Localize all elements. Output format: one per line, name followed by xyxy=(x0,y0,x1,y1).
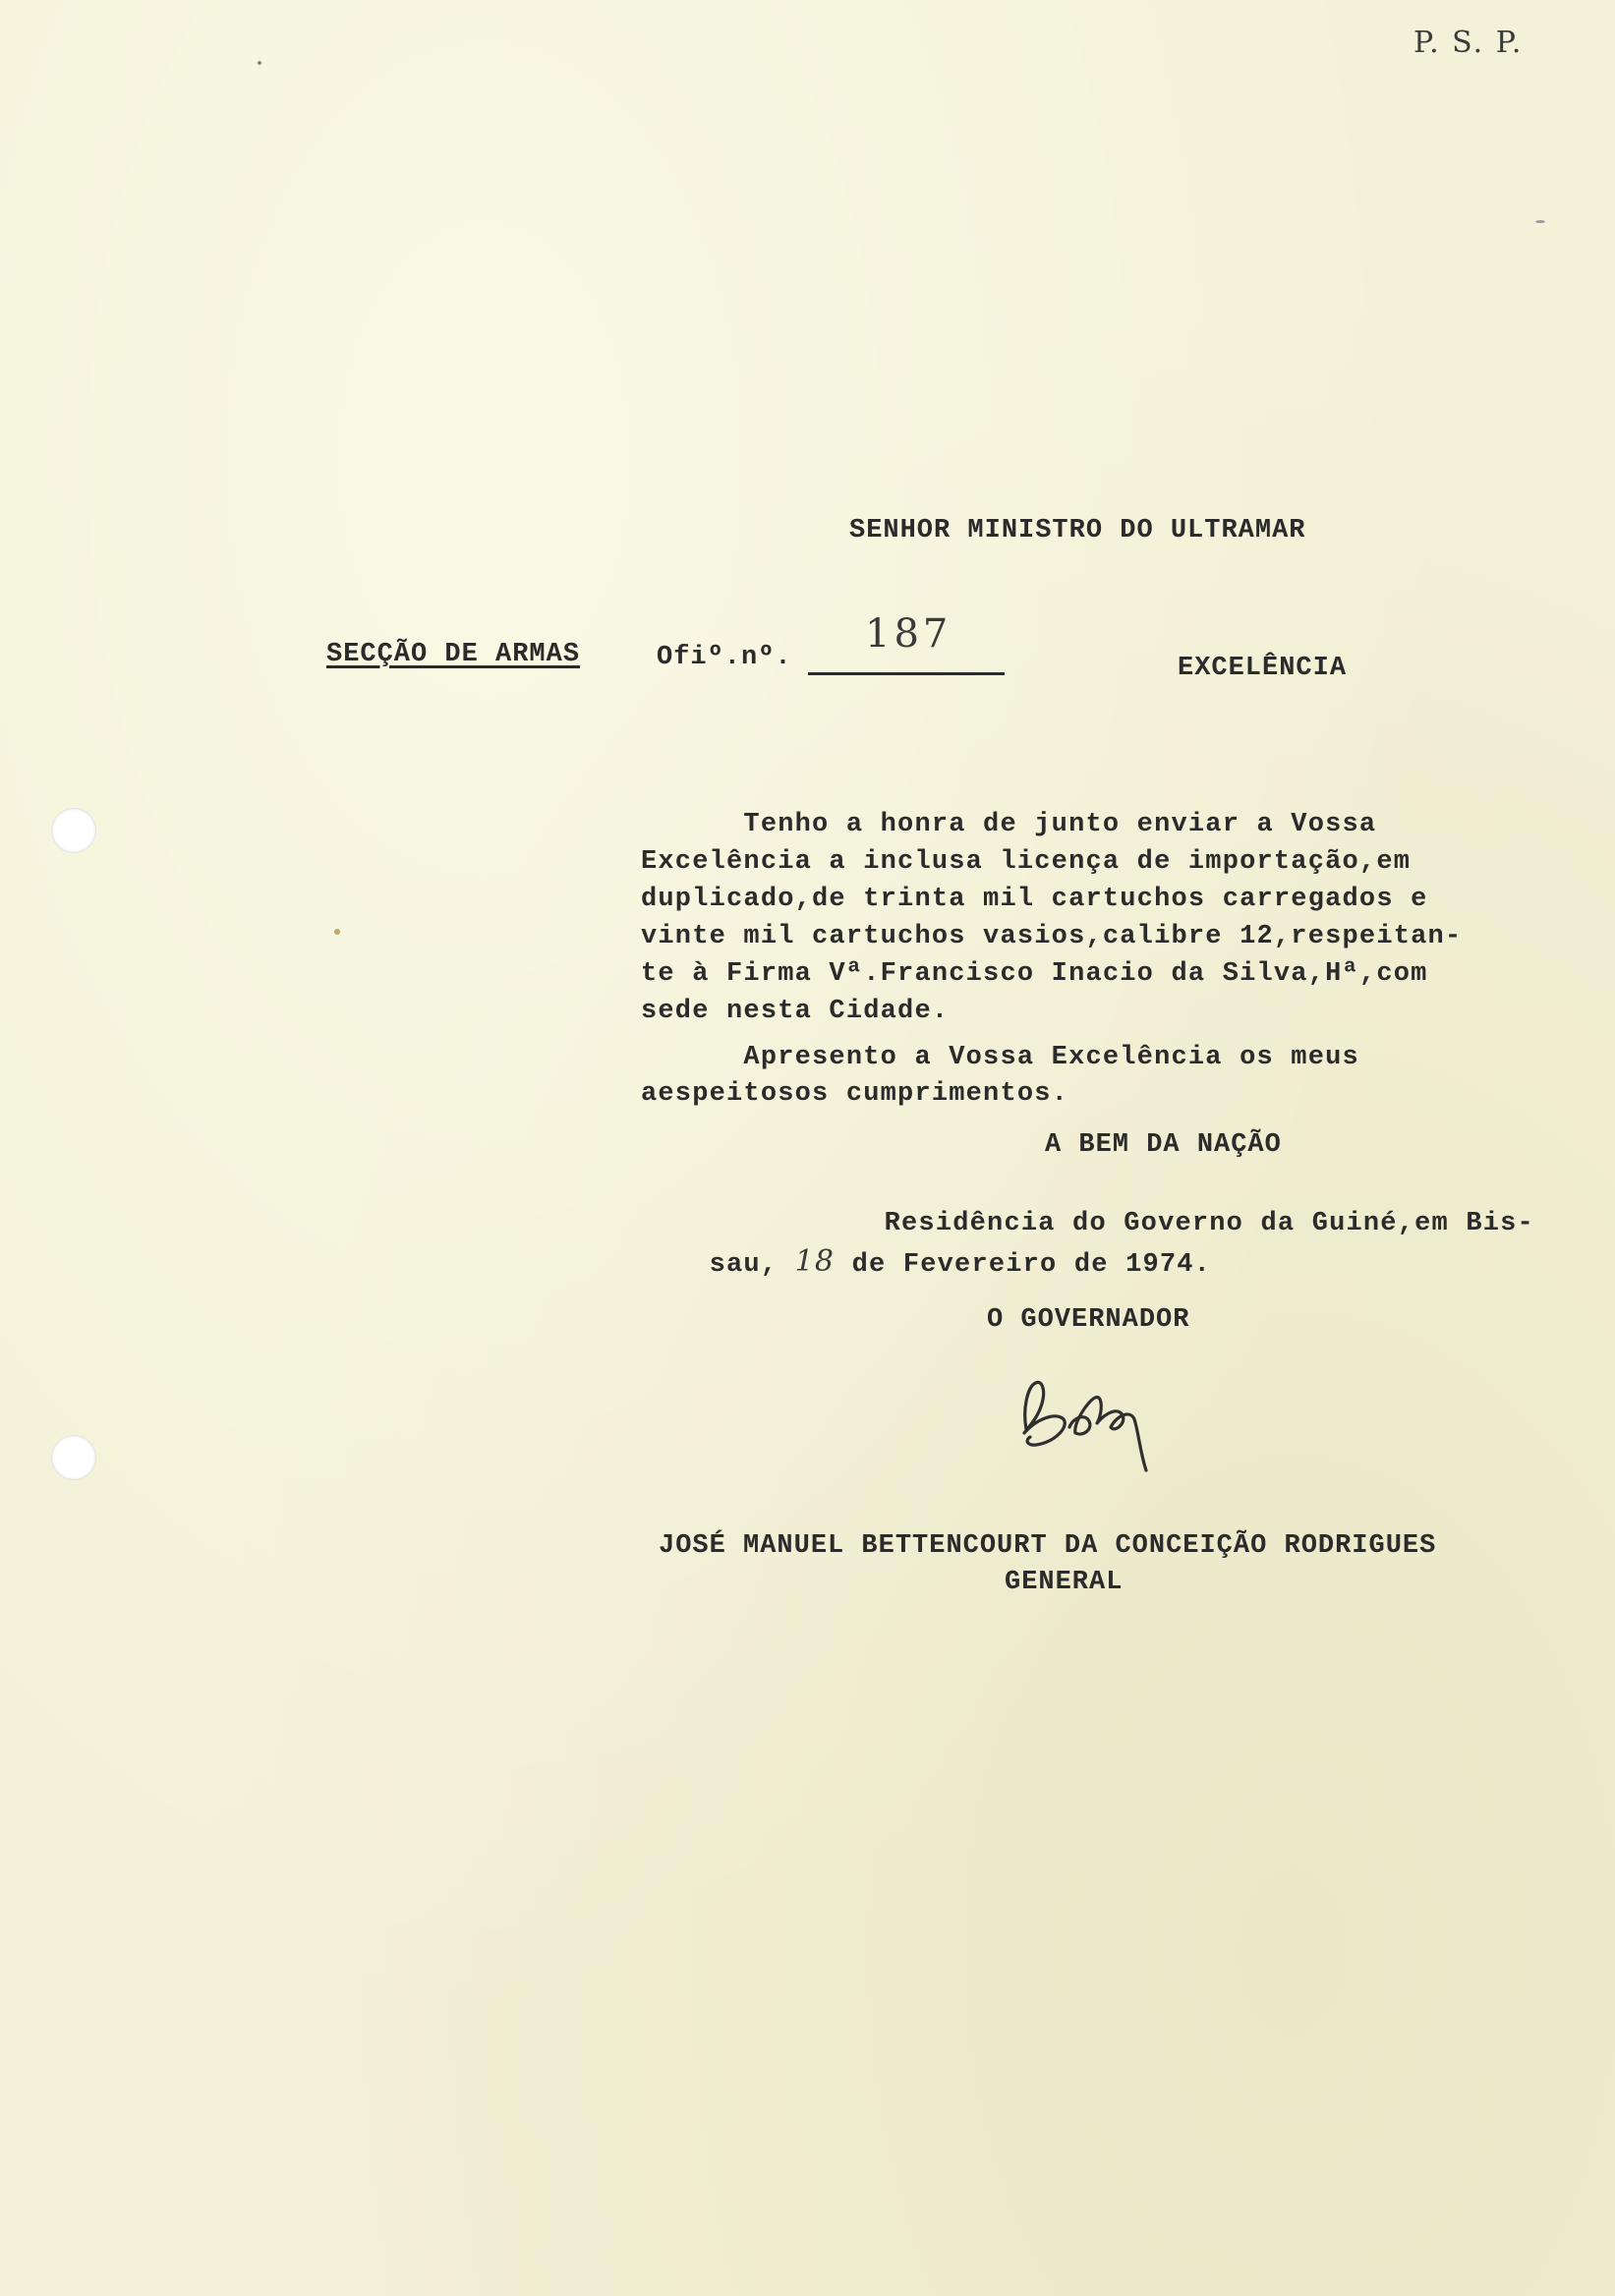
oficio-label: Ofiº.nº. xyxy=(657,643,792,672)
signatory-name: JOSÉ MANUEL BETTENCOURT DA CONCEIÇÃO RODRIGUES xyxy=(659,1531,1437,1561)
body-line: Excelência a inclusa licença de importação,em xyxy=(641,847,1412,877)
body-line: te à Firma Vª.Francisco Inacio da Silva,Hª,com xyxy=(641,959,1428,989)
body-line: Apresento a Vossa Excelência os meus xyxy=(641,1043,1359,1072)
oficio-number: 187 xyxy=(865,611,952,657)
signature-scribble xyxy=(1012,1368,1189,1486)
closing: A BEM DA NAÇÃO xyxy=(1045,1130,1282,1160)
punch-hole-top xyxy=(51,808,96,853)
handwritten-initials: P. S. P. xyxy=(1413,26,1524,60)
section-label: SECÇÃO DE ARMAS xyxy=(326,640,581,669)
signatory-rank: GENERAL xyxy=(1005,1568,1124,1597)
place-text-2b: de Fevereiro de 1974. xyxy=(835,1250,1212,1280)
paper-speck xyxy=(1535,220,1545,223)
body-line: vinte mil cartuchos vasios,calibre 12,respeitan- xyxy=(641,922,1463,951)
body-line: duplicado,de trinta mil cartuchos carregados e xyxy=(641,885,1428,914)
paper-speck xyxy=(258,61,261,65)
body-line: aespeitosos cumprimentos. xyxy=(641,1079,1069,1109)
body-line: Tenho a honra de junto enviar a Vossa xyxy=(641,810,1377,839)
punch-hole-bottom xyxy=(51,1435,96,1480)
place-text-1: Residência do Governo da Guiné,em Bis- xyxy=(884,1209,1534,1238)
handwritten-day: 18 xyxy=(794,1244,836,1279)
place-line-2 xyxy=(641,1221,1211,1305)
paper-speck xyxy=(334,929,340,935)
place-text-2a: sau, xyxy=(709,1250,795,1280)
body-line: sede nesta Cidade. xyxy=(641,997,950,1026)
oficio-number-line xyxy=(808,672,1005,675)
salutation: EXCELÊNCIA xyxy=(1178,654,1348,683)
addressee: SENHOR MINISTRO DO ULTRAMAR xyxy=(849,516,1306,545)
signatory-title: O GOVERNADOR xyxy=(987,1305,1190,1335)
